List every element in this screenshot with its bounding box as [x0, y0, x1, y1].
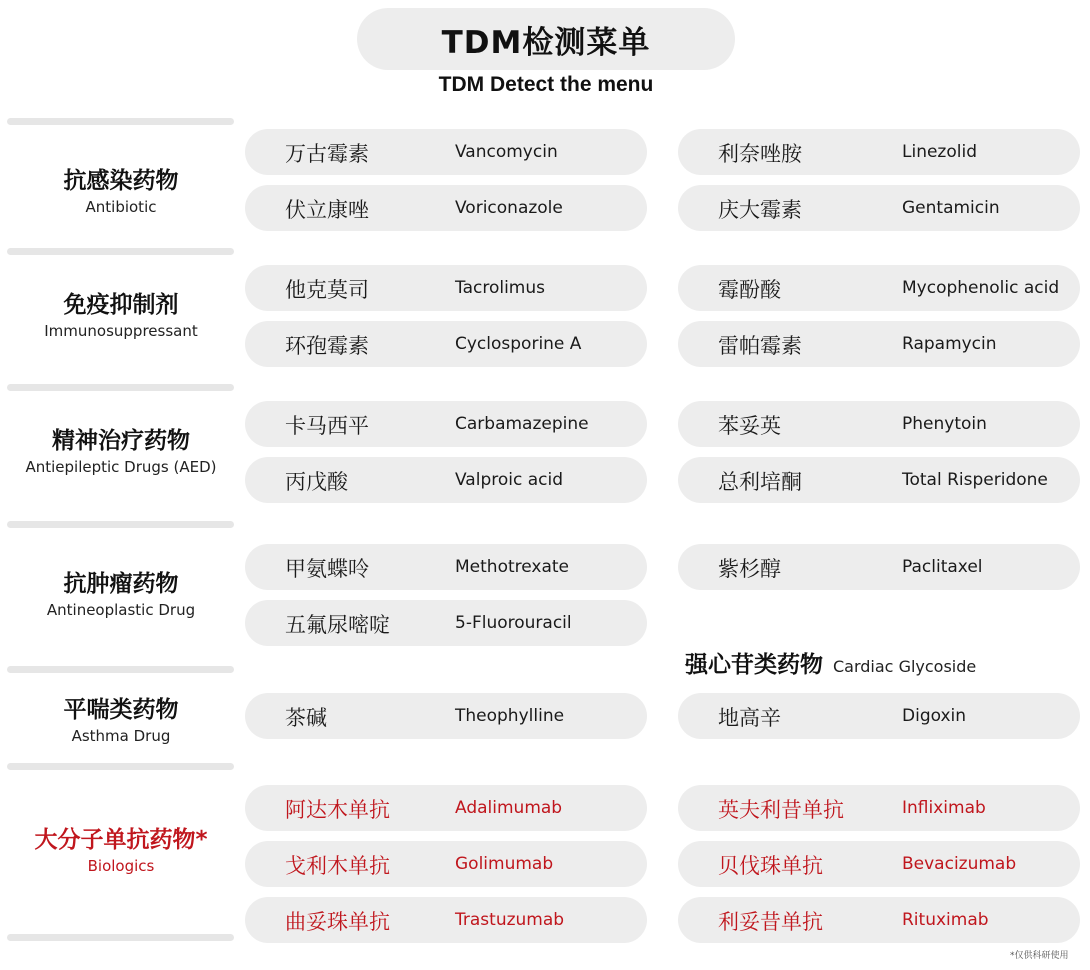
page-title: TDM检测菜单: [357, 8, 735, 70]
drug-pill: [678, 401, 1080, 447]
drug-name-zh: 五氟尿嘧啶: [285, 613, 390, 637]
drug-pill: [245, 785, 647, 831]
drug-name-en: Tacrolimus: [455, 278, 545, 298]
drug-name-en: Total Risperidone: [902, 470, 1048, 490]
drug-name-en: Gentamicin: [902, 198, 1000, 218]
divider: [7, 666, 234, 673]
drug-name-en: Theophylline: [455, 706, 565, 726]
drug-name-en: Phenytoin: [902, 414, 987, 434]
category-asthma: [8, 695, 234, 747]
drug-pill: [678, 785, 1080, 831]
drug-name-en: 5-Fluorouracil: [455, 613, 572, 633]
drug-name-zh: 利妥昔单抗: [718, 910, 823, 934]
drug-name-zh: 茶碱: [285, 706, 327, 730]
drug-pill: [678, 265, 1080, 311]
drug-pill: [245, 185, 647, 231]
page-subtitle: TDM Detect the menu: [438, 73, 654, 96]
drug-name-en: Paclitaxel: [902, 557, 983, 577]
category-biologics: [8, 825, 234, 877]
drug-name-en: Trastuzumab: [455, 910, 565, 930]
drug-name-zh: 利奈唑胺: [718, 142, 802, 166]
drug-name-en: Linezolid: [902, 142, 977, 162]
category-subtitle: Asthma Drug: [71, 727, 171, 745]
drug-name-zh: 贝伐珠单抗: [718, 854, 823, 878]
category-title: 强心苷类药物: [685, 652, 823, 678]
drug-name-zh: 霉酚酸: [718, 278, 781, 302]
drug-name-zh: 总利培酮: [718, 470, 802, 494]
divider: [7, 763, 234, 770]
divider: [7, 384, 234, 391]
category-immunosuppressant: [8, 290, 234, 342]
drug-name-zh: 丙戊酸: [285, 470, 348, 494]
drug-pill: [245, 321, 647, 367]
category-antibiotic: [8, 166, 234, 218]
category-title: 大分子单抗药物*: [34, 827, 208, 853]
drug-pill: [245, 265, 647, 311]
divider: [7, 248, 234, 255]
category-title: 抗肿瘤药物: [63, 571, 179, 597]
drug-name-zh: 阿达木单抗: [285, 798, 390, 822]
drug-pill: [245, 897, 647, 943]
drug-name-zh: 他克莫司: [285, 278, 369, 302]
drug-pill: [245, 841, 647, 887]
drug-pill: [245, 129, 647, 175]
divider: [7, 521, 234, 528]
category-title: 免疫抑制剂: [63, 292, 179, 318]
drug-pill: [678, 544, 1080, 590]
drug-name-zh: 苯妥英: [718, 414, 781, 438]
drug-pill: [678, 841, 1080, 887]
drug-pill: [245, 600, 647, 646]
drug-name-zh: 伏立康唑: [285, 198, 369, 222]
category-antiepileptic: [8, 426, 234, 478]
drug-name-en: Valproic acid: [455, 470, 564, 490]
drug-name-en: Voriconazole: [455, 198, 563, 218]
drug-name-zh: 紫杉醇: [718, 557, 781, 581]
drug-name-en: Golimumab: [455, 854, 554, 874]
drug-name-en: Infliximab: [902, 798, 986, 818]
category-subtitle: Antiepileptic Drugs (AED): [25, 458, 217, 476]
drug-name-en: Digoxin: [902, 706, 967, 726]
drug-name-en: Carbamazepine: [455, 414, 589, 434]
drug-name-en: Cyclosporine A: [455, 334, 582, 354]
category-subtitle: Biologics: [87, 857, 155, 875]
category-subtitle: Immunosuppressant: [44, 322, 198, 340]
drug-name-zh: 环孢霉素: [285, 334, 369, 358]
category-subtitle: Antineoplastic Drug: [46, 601, 196, 619]
drug-name-zh: 庆大霉素: [718, 198, 802, 222]
cardiac-glycoside-heading: [685, 646, 976, 679]
drug-name-zh: 卡马西平: [285, 414, 369, 438]
category-title: 抗感染药物: [63, 168, 179, 194]
drug-name-en: Adalimumab: [455, 798, 563, 818]
drug-pill: [245, 693, 647, 739]
drug-name-en: Bevacizumab: [902, 854, 1017, 874]
drug-pill: [678, 185, 1080, 231]
drug-name-zh: 地高辛: [718, 706, 781, 730]
category-title: 平喘类药物: [63, 697, 179, 723]
drug-pill: [678, 457, 1080, 503]
drug-pill: [678, 693, 1080, 739]
drug-name-zh: 甲氨蝶呤: [285, 557, 369, 581]
drug-name-en: Rituximab: [902, 910, 989, 930]
divider: [7, 934, 234, 941]
category-title: 精神治疗药物: [52, 428, 190, 454]
drug-pill: [245, 457, 647, 503]
category-antineoplastic: [8, 569, 234, 621]
divider: [7, 118, 234, 125]
drug-pill: [245, 544, 647, 590]
drug-name-en: Mycophenolic acid: [902, 278, 1060, 298]
drug-pill: [678, 321, 1080, 367]
drug-name-zh: 万古霉素: [285, 142, 369, 166]
drug-pill: [678, 129, 1080, 175]
drug-name-zh: 曲妥珠单抗: [285, 910, 390, 934]
drug-pill: [245, 401, 647, 447]
drug-name-zh: 雷帕霉素: [718, 334, 802, 358]
footnote: *仅供科研使用: [1010, 951, 1069, 961]
drug-name-en: Rapamycin: [902, 334, 997, 354]
drug-name-zh: 戈利木单抗: [285, 854, 390, 878]
drug-pill: [678, 897, 1080, 943]
drug-name-en: Methotrexate: [455, 557, 570, 577]
drug-name-zh: 英夫利昔单抗: [718, 798, 844, 822]
drug-name-en: Vancomycin: [455, 142, 558, 162]
category-subtitle: Cardiac Glycoside: [833, 657, 977, 676]
category-subtitle: Antibiotic: [85, 198, 157, 216]
